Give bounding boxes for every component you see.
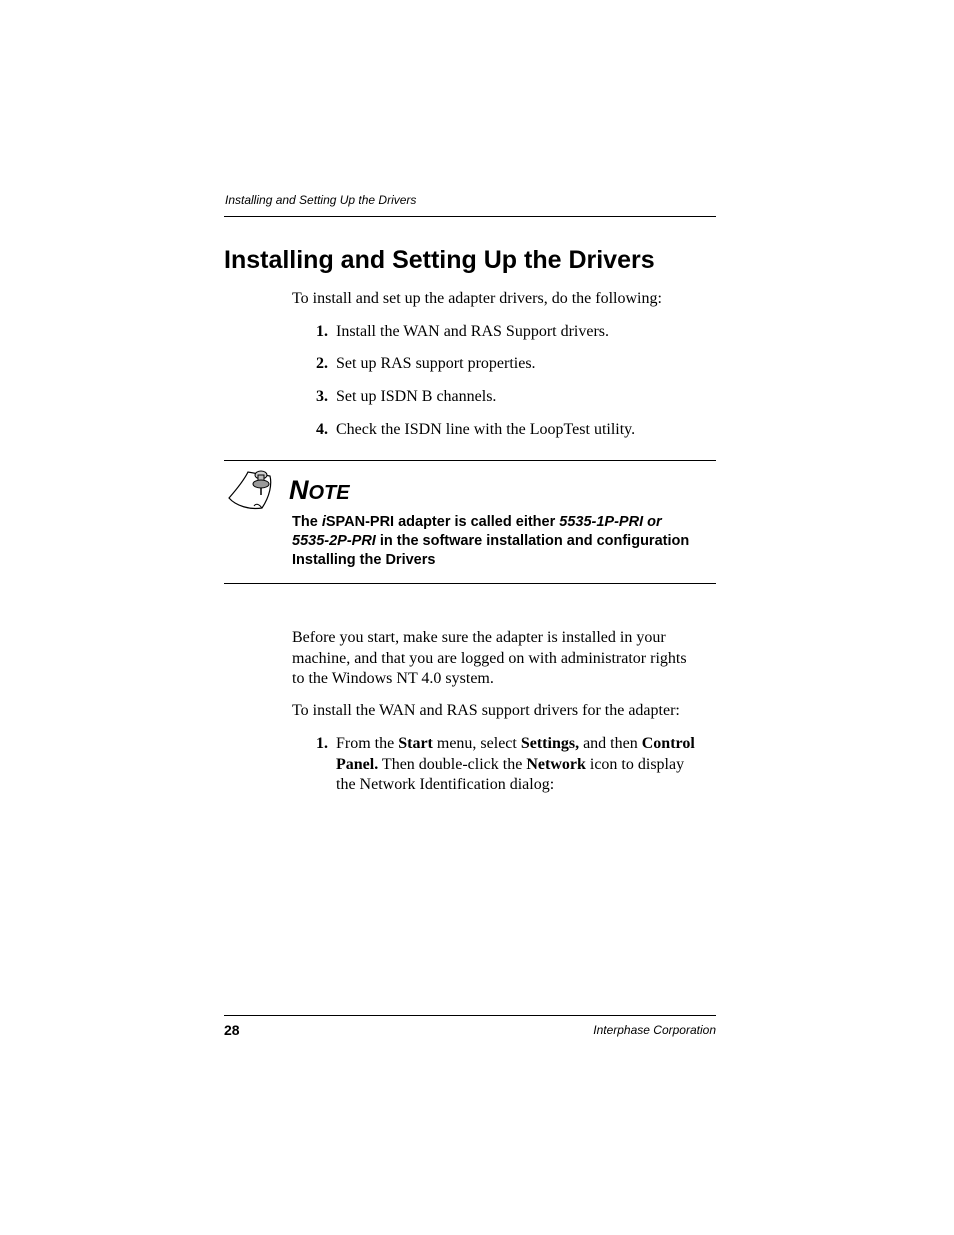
list-item-text (336, 734, 726, 796)
list-item-number: 1. (316, 735, 328, 752)
prerequisite-paragraph (292, 628, 722, 690)
paragraph-line: to the Windows NT 4.0 system. (292, 670, 494, 687)
note-text: -PRI adapter is called either (365, 514, 560, 530)
menu-name: Start (398, 735, 433, 752)
list-item-text: Set up ISDN B channels. (336, 388, 497, 405)
list-item (316, 387, 726, 408)
note-model-name: 5535-2P-PRI (292, 533, 376, 549)
step-text: From the (336, 735, 399, 752)
step-text: Then double-click the (378, 755, 527, 773)
list-item-text: Install the WAN and RAS Support drivers. (336, 323, 610, 340)
menu-name: Control (641, 735, 695, 752)
footer-company: Interphase Corporation (593, 1023, 716, 1037)
note-line-2 (292, 532, 722, 551)
header-rule (224, 216, 716, 217)
list-item-text: Set up RAS support properties. (336, 355, 536, 372)
running-header: Installing and Setting Up the Drivers (225, 193, 417, 207)
note-body (292, 513, 722, 570)
list-item-number: 3. (316, 388, 328, 405)
note-heading-rest: OTE (308, 482, 350, 504)
list-item (316, 354, 726, 375)
list-item-number: 1. (316, 323, 328, 340)
note-line-1 (292, 513, 722, 532)
note-text: in the software installation and configuration (375, 533, 690, 549)
note-text: The (292, 514, 322, 530)
note-top-rule (224, 460, 716, 461)
page-number: 28 (224, 1022, 240, 1038)
note-heading (289, 472, 350, 511)
step-text: menu, select (432, 735, 521, 752)
list-item (316, 734, 726, 796)
note-pad-pin-icon (226, 466, 278, 512)
step-text: icon to display (585, 755, 685, 773)
note-heading-initial: N (289, 475, 309, 505)
step-text: the Network Identification dialog: (336, 776, 555, 793)
menu-name: Panel. (336, 755, 379, 773)
list-item (316, 322, 726, 343)
note-line-3: Installing the Drivers (292, 552, 436, 568)
list-item-text: Check the ISDN line with the LoopTest utility. (336, 421, 636, 438)
footer-rule (224, 1015, 716, 1016)
menu-name: Network (526, 755, 586, 773)
intro-paragraph: To install and set up the adapter drivers, do the following: (292, 290, 662, 307)
paragraph-line: machine, and that you are logged on with administrator rights (292, 649, 687, 667)
list-item (316, 420, 726, 441)
list-item-number: 4. (316, 421, 328, 438)
note-text-italic: i (321, 514, 326, 530)
note-model-name: 5535-1P-PRI or (559, 514, 662, 530)
menu-name: Settings, (520, 735, 580, 752)
paragraph-line: Before you start, make sure the adapter is installed in your (292, 629, 666, 646)
install-intro-paragraph: To install the WAN and RAS support drivers for the adapter: (292, 702, 680, 719)
note-text: SPAN (325, 514, 366, 530)
step-text: and then (579, 735, 642, 752)
list-item-number: 2. (316, 355, 328, 372)
note-bottom-rule (224, 583, 716, 584)
page-title: Installing and Setting Up the Drivers (224, 246, 655, 274)
